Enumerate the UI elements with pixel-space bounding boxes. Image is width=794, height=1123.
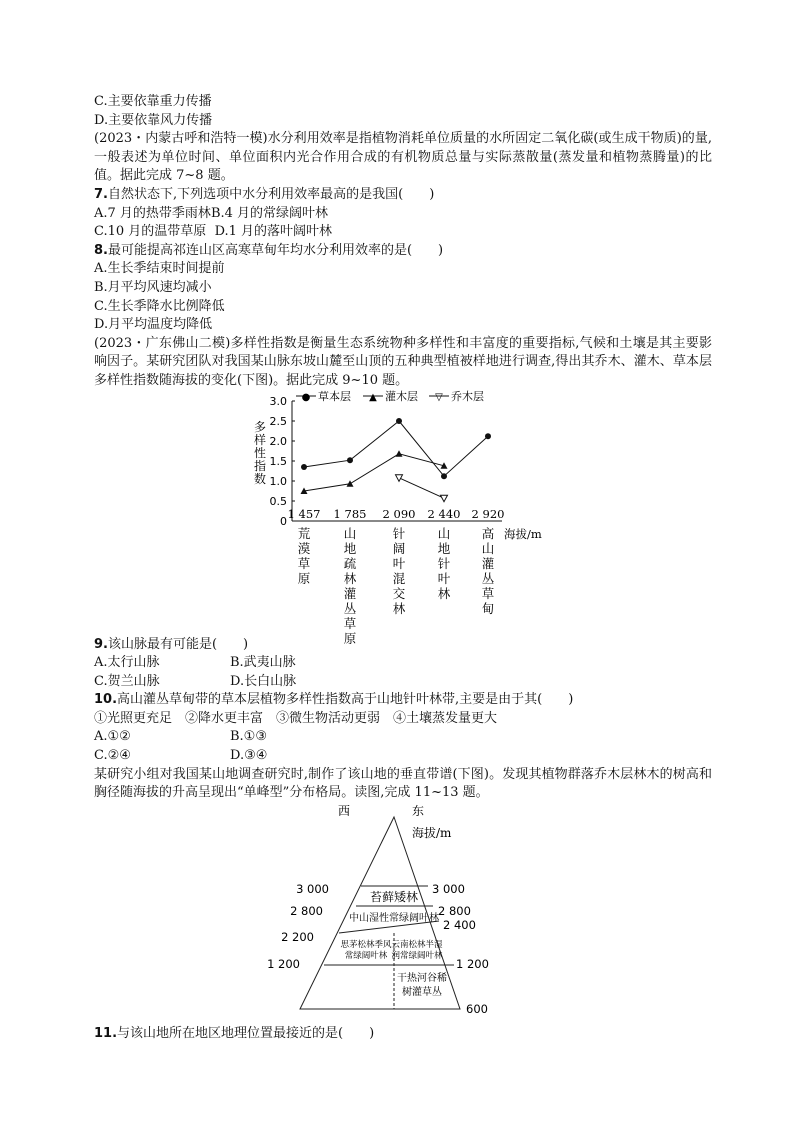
y-tick-label: 3.0 — [269, 394, 287, 408]
data-point — [396, 450, 403, 457]
data-point — [301, 464, 307, 470]
data-point — [347, 480, 354, 487]
option-a: A.7 月的热带季雨林 — [94, 205, 211, 221]
option-d: D.③④ — [230, 748, 268, 764]
category-label-char: 山 — [343, 525, 357, 541]
question-stem: 该山脉最有可能是( ) — [107, 636, 249, 652]
question-10-options-ab — [94, 728, 712, 747]
left-elev-2800: 2 800 — [290, 903, 323, 918]
category-label-char: 山 — [481, 540, 495, 556]
question-number: 7. — [94, 186, 108, 202]
legend-label: 灌木层 — [385, 389, 418, 403]
question-stem: 最可能提高祁连山区高寒草甸年均水分利用效率的是( ) — [107, 242, 444, 258]
category-label-char: 草 — [343, 615, 357, 631]
series-line — [399, 477, 444, 497]
category-label-char: 原 — [343, 630, 357, 646]
category-label-char: 丛 — [481, 570, 495, 586]
question-7 — [94, 186, 712, 205]
category-label-char: 原 — [297, 570, 311, 586]
question-7-options-cd — [94, 223, 712, 242]
document-page — [94, 93, 712, 1043]
y-tick-label: 2.5 — [269, 414, 287, 428]
category-label-char: 针 — [437, 555, 451, 571]
category-label-char: 荒 — [297, 525, 311, 541]
category-label-char: 叶 — [437, 570, 451, 586]
category-label-char: 交 — [392, 585, 406, 601]
category-label-char: 灌 — [481, 555, 495, 571]
legend-label: 乔木层 — [451, 389, 484, 403]
series-line — [304, 421, 488, 476]
option-a: A.太行山脉 — [94, 655, 160, 671]
passage-intro-7-8: (2023・内蒙古呼和浩特一模)水分利用效率是指植物消耗单位质量的水所固定二氧化碳(或生成干物质)的量,一般表述为单位时间、单位面积内光合作用合成的有机物质总量与实际蒸散量(蒸发量和植物蒸腾量)的比值。据此完成 7~8 题。 — [94, 131, 712, 184]
category-label-char: 地 — [343, 540, 357, 556]
option-d: D.1 月的落叶阔叶林 — [214, 224, 333, 240]
question-9-options-ab — [94, 654, 712, 673]
zone-valley-1: 干热河谷稀 — [397, 972, 447, 984]
category-label-char: 丛 — [343, 600, 357, 616]
left-elev-3000: 3 000 — [296, 881, 329, 896]
y-axis-label-char: 多 — [253, 419, 267, 434]
y-axis-label-char: 数 — [253, 471, 267, 486]
y-axis-label-char: 指 — [253, 458, 267, 473]
question-10-reasons: ①光照更充足 ②降水更丰富 ③微生物活动更弱 ④土壤蒸发量更大 — [94, 710, 498, 726]
category-label-char: 甸 — [481, 600, 495, 616]
data-point — [485, 433, 491, 439]
y-tick-label: 1.5 — [269, 454, 287, 468]
question-number: 9. — [94, 636, 108, 652]
x-axis-label: 海拔/m — [504, 526, 542, 541]
category-label-char: 山 — [437, 525, 451, 541]
x-tick-label: 2 920 — [471, 506, 505, 521]
question-number: 10. — [94, 692, 118, 708]
x-tick-label: 2 090 — [382, 506, 416, 521]
zone-mid-mountain-forest: 中山湿性常绿阔叶林 — [349, 912, 439, 924]
left-elev-2200: 2 200 — [281, 929, 314, 944]
question-stem: 与该山地所在地区地理位置最接近的是( ) — [117, 1025, 375, 1041]
category-label-char: 混 — [392, 570, 406, 586]
category-label-char: 草 — [297, 555, 311, 571]
category-label-char: 高 — [481, 525, 495, 541]
option-b: B.月平均风速均减小 — [94, 279, 212, 295]
data-point — [441, 495, 448, 502]
option-a: A.生长季结束时间提前 — [94, 261, 225, 277]
option-c: C.贺兰山脉 — [94, 673, 160, 689]
category-label-char: 草 — [481, 585, 495, 601]
vertical-zone-diagram — [94, 803, 712, 1025]
category-label-char: 林 — [437, 585, 451, 601]
zone-moss-forest: 苔藓矮林 — [369, 889, 419, 904]
question-10-options-cd — [94, 747, 712, 766]
question-number: 11. — [94, 1025, 118, 1041]
category-label-char: 漠 — [297, 540, 311, 556]
data-point — [396, 474, 403, 481]
option-b: B.①③ — [230, 729, 267, 745]
vertical-zone-figure — [94, 803, 712, 1025]
left-elev-1200: 1 200 — [267, 956, 300, 971]
passage-intro-11-13: 某研究小组对我国某山地调查研究时,制作了该山地的垂直带谱(下图)。发现其植物群落乔木层林木的树高和胸径随海拔的升高呈现出“单峰型”分布格局。读图,完成 11~13 题。 — [94, 766, 712, 801]
question-8 — [94, 242, 712, 261]
question-9 — [94, 636, 712, 655]
y-axis-label — [254, 420, 266, 486]
category-label-char: 叶 — [392, 555, 406, 571]
zone-east-low-1: 云南松林半湿 — [391, 939, 443, 950]
legend-marker: ▲ — [369, 391, 377, 403]
y-tick-label: 0 — [280, 514, 287, 528]
category-label-char: 灌 — [343, 585, 357, 601]
category-label-char: 林 — [392, 600, 406, 616]
question-10 — [94, 691, 712, 710]
category-label-char: 疏 — [343, 555, 357, 571]
zone-valley-2: 树灌草丛 — [402, 986, 442, 998]
legend-label: 草本层 — [318, 389, 351, 403]
option-c: C.生长季降水比例降低 — [94, 298, 225, 314]
x-tick-label: 1 785 — [333, 506, 367, 521]
option-d: D.月平均温度均降低 — [94, 317, 213, 333]
category-label-char: 针 — [392, 525, 406, 541]
option-c: C.②④ — [94, 748, 131, 764]
west-label: 西 — [338, 803, 351, 818]
legend-marker: ▽ — [435, 391, 443, 403]
question-9-options-cd — [94, 673, 712, 692]
elevation-axis-label: 海拔/m — [412, 825, 452, 840]
legend-marker: ● — [301, 391, 311, 403]
data-point — [347, 457, 353, 463]
option-d: D.长白山脉 — [230, 673, 297, 689]
question-number: 8. — [94, 242, 108, 258]
y-tick-label: 2.0 — [269, 434, 287, 448]
data-point — [441, 473, 447, 479]
option-a: A.①② — [94, 729, 131, 745]
zone-west-low-1: 思茅松林季风 — [340, 939, 392, 950]
question-stem: 高山灌丛草甸带的草本层植物多样性指数高于山地针叶林带,主要是由于其( ) — [117, 692, 574, 708]
series-line — [304, 453, 444, 490]
question-stem: 自然状态下,下列选项中水分利用效率最高的是我国( ) — [107, 186, 435, 202]
category-label-char: 阔 — [392, 540, 406, 556]
option-line: D.主要依靠风力传播 — [94, 112, 213, 128]
option-c: C.10 月的温带草原 — [94, 224, 207, 240]
right-elev-3000: 3 000 — [432, 881, 465, 896]
right-elev-600: 600 — [466, 1001, 488, 1016]
x-tick-label: 2 440 — [427, 506, 461, 521]
option-b: B.武夷山脉 — [230, 655, 296, 671]
y-axis-label-char: 性 — [253, 445, 267, 460]
question-11 — [94, 1025, 712, 1044]
question-7-options-ab — [94, 205, 712, 224]
zone-east-low-2: 润常绿阔叶林 — [391, 950, 443, 961]
category-label-char: 地 — [437, 540, 451, 556]
option-line: C.主要依靠重力传播 — [94, 94, 212, 109]
east-label: 东 — [412, 803, 425, 818]
y-tick-label: 1.0 — [269, 474, 287, 488]
option-b: B.4 月的常绿阔叶林 — [210, 205, 329, 221]
right-elev-1200: 1 200 — [456, 956, 489, 971]
x-tick-label: 1 457 — [287, 506, 321, 521]
data-point — [396, 418, 402, 424]
right-elev-2800: 2 800 — [438, 903, 471, 918]
y-tick-label: 0.5 — [269, 494, 287, 508]
category-label-char: 林 — [343, 570, 357, 586]
right-elev-2400: 2 400 — [443, 917, 476, 932]
y-axis-label-char: 样 — [253, 432, 267, 447]
passage-intro-9-10: (2023・广东佛山二模)多样性指数是衡量生态系统物种多样性和丰富度的重要指标,气候和土壤是其主要影响因子。某研究团队对我国某山脉东坡山麓至山顶的五种典型植被样地进行调查,得出其乔木、灌木、草本层多样性指数随海拔的变化(下图)。据此完成 9~10 题。 — [94, 335, 712, 388]
zone-west-low-2: 常绿阔叶林 — [344, 950, 388, 961]
